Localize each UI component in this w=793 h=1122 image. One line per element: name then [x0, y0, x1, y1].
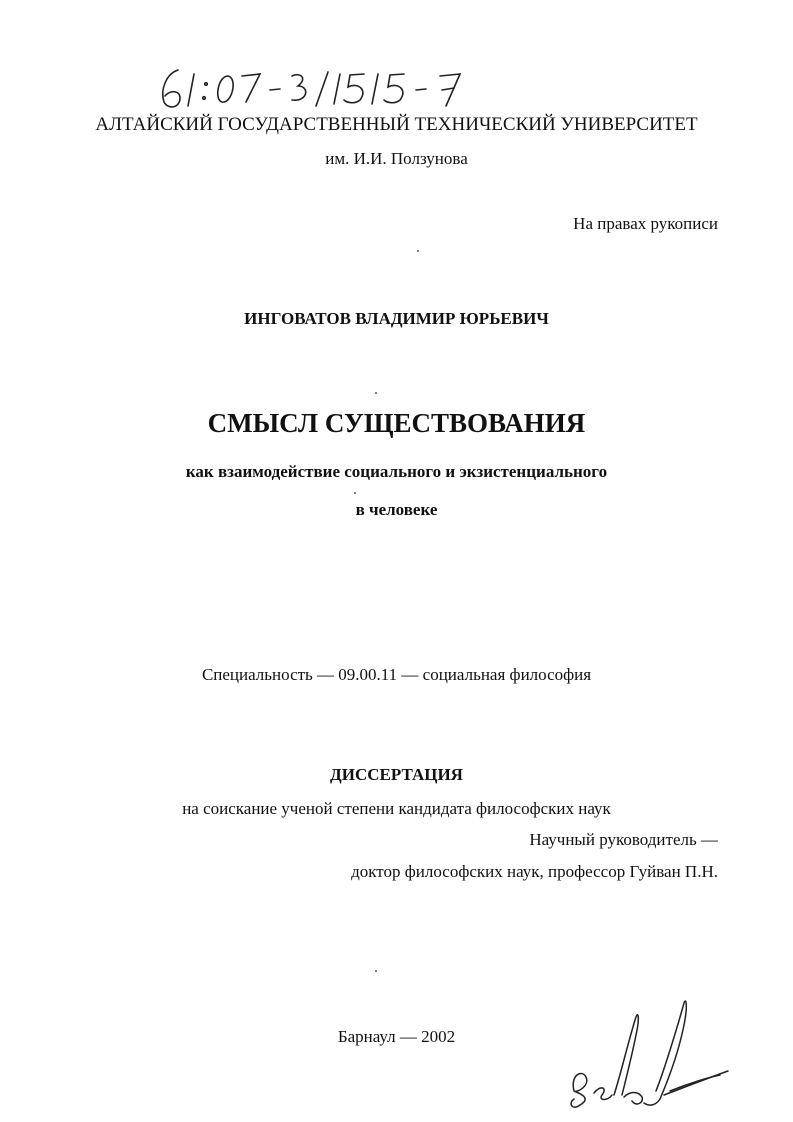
author-name: ИНГОВАТОВ ВЛАДИМИР ЮРЬЕВИЧ: [244, 309, 549, 328]
dissertation-subtitle-line1: как взаимодействие социального и экзистенциального: [185, 462, 608, 481]
manuscript-rights-note: На правах рукописи: [573, 214, 718, 233]
work-type: ДИССЕРТАЦИЯ: [330, 765, 463, 784]
supervisor-name: доктор философских наук, профессор Гуйван П.Н.: [351, 862, 718, 881]
archive-stamp-handwriting: [150, 60, 480, 115]
scan-speck: [375, 392, 377, 394]
author-signature: [560, 995, 740, 1120]
dissertation-subtitle-line2: в человеке: [355, 500, 438, 519]
scan-speck: [417, 250, 419, 252]
scan-speck: [354, 492, 356, 494]
degree-statement: на соискание ученой степени кандидата философских наук: [182, 799, 611, 818]
university-named-after: им. И.И. Ползунова: [325, 149, 468, 168]
dissertation-title: СМЫСЛ СУЩЕСТВОВАНИЯ: [207, 408, 586, 438]
supervisor-label: Научный руководитель —: [529, 830, 718, 849]
scan-speck: [375, 970, 377, 972]
university-name: АЛТАЙСКИЙ ГОСУДАРСТВЕННЫЙ ТЕХНИЧЕСКИЙ УНИВЕРСИТЕТ: [95, 114, 698, 135]
place-and-year: Барнаул — 2002: [337, 1027, 456, 1046]
specialty: Специальность — 09.00.11 — социальная философия: [201, 665, 592, 684]
